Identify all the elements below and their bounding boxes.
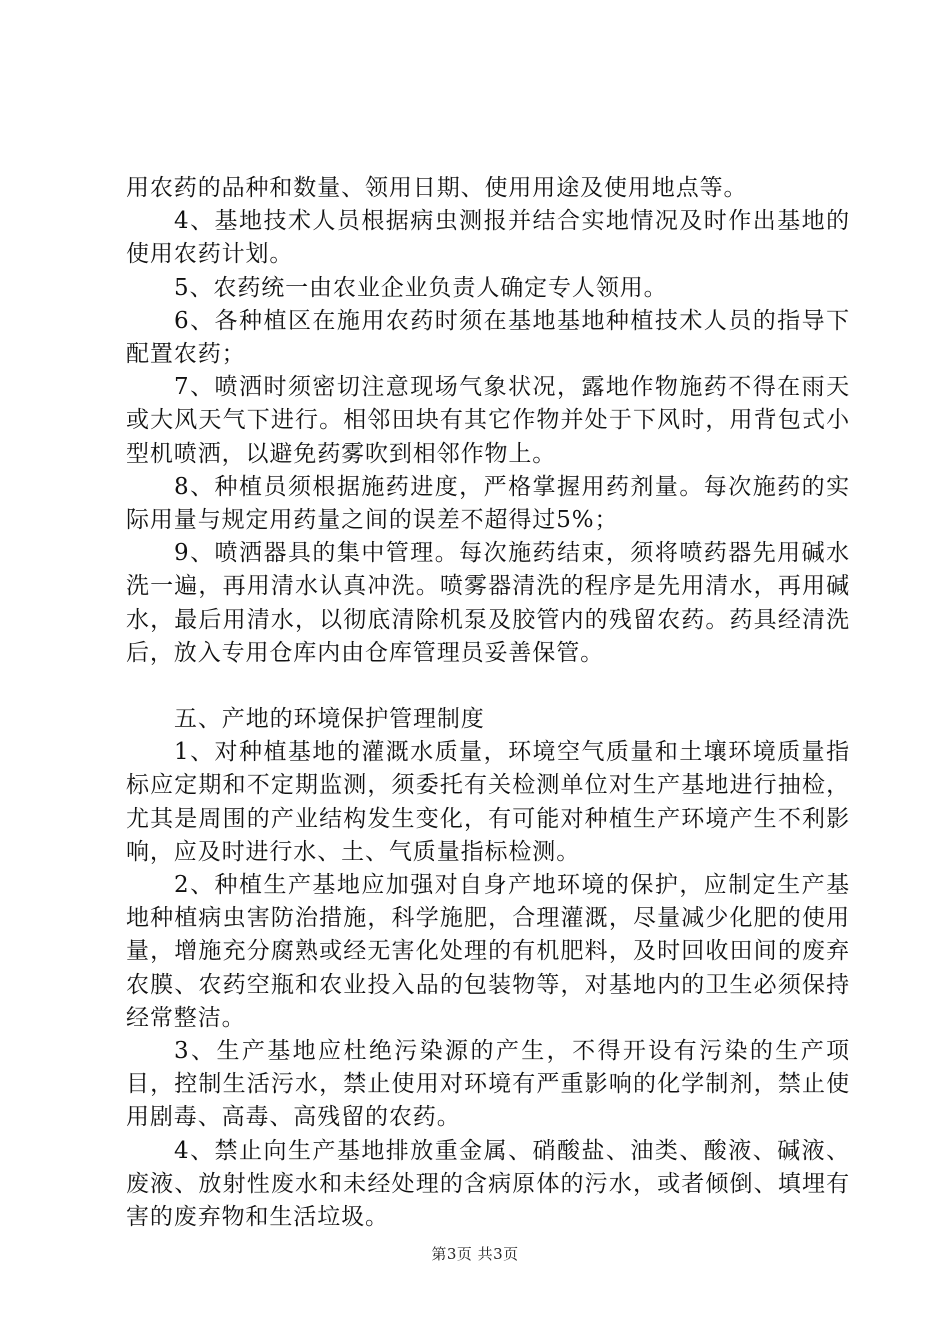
paragraph-env-item-4: 4、禁止向生产基地排放重金属、硝酸盐、油类、酸液、碱液、废液、放射性废水和未经处理的含病原体的污水，或者倾倒、填埋有害的废弃物和生活垃圾。 [126,1137,850,1231]
paragraph-env-item-3: 3、生产基地应杜绝污染源的产生，不得开设有污染的生产项目，控制生活污水，禁止使用对环境有严重影响的化学制剂，禁止使用剧毒、高毒、高残留的农药。 [126,1038,850,1131]
page-footer [0,1244,950,1264]
paragraph-item-7: 7、喷洒时须密切注意现场气象状况，露地作物施药不得在雨天或大风天气下进行。相邻田块有其它作物并处于下风时，用背包式小型机喷洒，以避免药雾吹到相邻作物上。 [126,374,850,467]
paragraph-env-item-1: 1、对种植基地的灌溉水质量，环境空气质量和土壤环境质量指标应定期和不定期监测，须委托有关检测单位对生产基地进行抽检，尤其是周围的产业结构发生变化，有可能对种植生产环境产生不利影响，应及时进行水、土、气质量指标检测。 [126,739,850,865]
paragraph-item-5: 5、农药统一由农业企业负责人确定专人领用。 [174,274,668,301]
document-body [126,172,850,1234]
paragraph-item-6: 6、各种植区在施用农药时须在基地基地种植技术人员的指导下配置农药； [126,307,850,368]
paragraph-item-9: 9、喷洒器具的集中管理。每次施药结束，须将喷药器先用碱水洗一遍，再用清水认真冲洗。喷雾器清洗的程序是先用清水，再用碱水，最后用清水，以彻底清除机泵及胶管内的残留农药。药具经清洗后，放入专用仓库内由仓库管理员妥善保管。 [126,540,850,666]
paragraph-item-4: 4、基地技术人员根据病虫测报并结合实地情况及时作出基地的使用农药计划。 [126,208,850,268]
section-heading: 五、产地的环境保护管理制度 [174,706,485,733]
paragraph-env-item-2: 2、种植生产基地应加强对自身产地环境的保护，应制定生产基地种植病虫害防治措施，科学施肥，合理灌溉，尽量减少化肥的使用量，增施充分腐熟或经无害化处理的有机肥料，及时回收田间的废弃农膜、农药空瓶和农业投入品的包装物等，对基地内的卫生必须保持经常整洁。 [126,872,850,1031]
paragraph-continuation: 用农药的品种和数量、领用日期、使用用途及使用地点等。 [126,175,748,201]
paragraph-item-8: 8、种植员须根据施药进度，严格掌握用药剂量。每次施药的实际用量与规定用药量之间的误差不超得过5%； [126,473,850,534]
page-number-label: 第3页 共3页 [431,1245,519,1263]
